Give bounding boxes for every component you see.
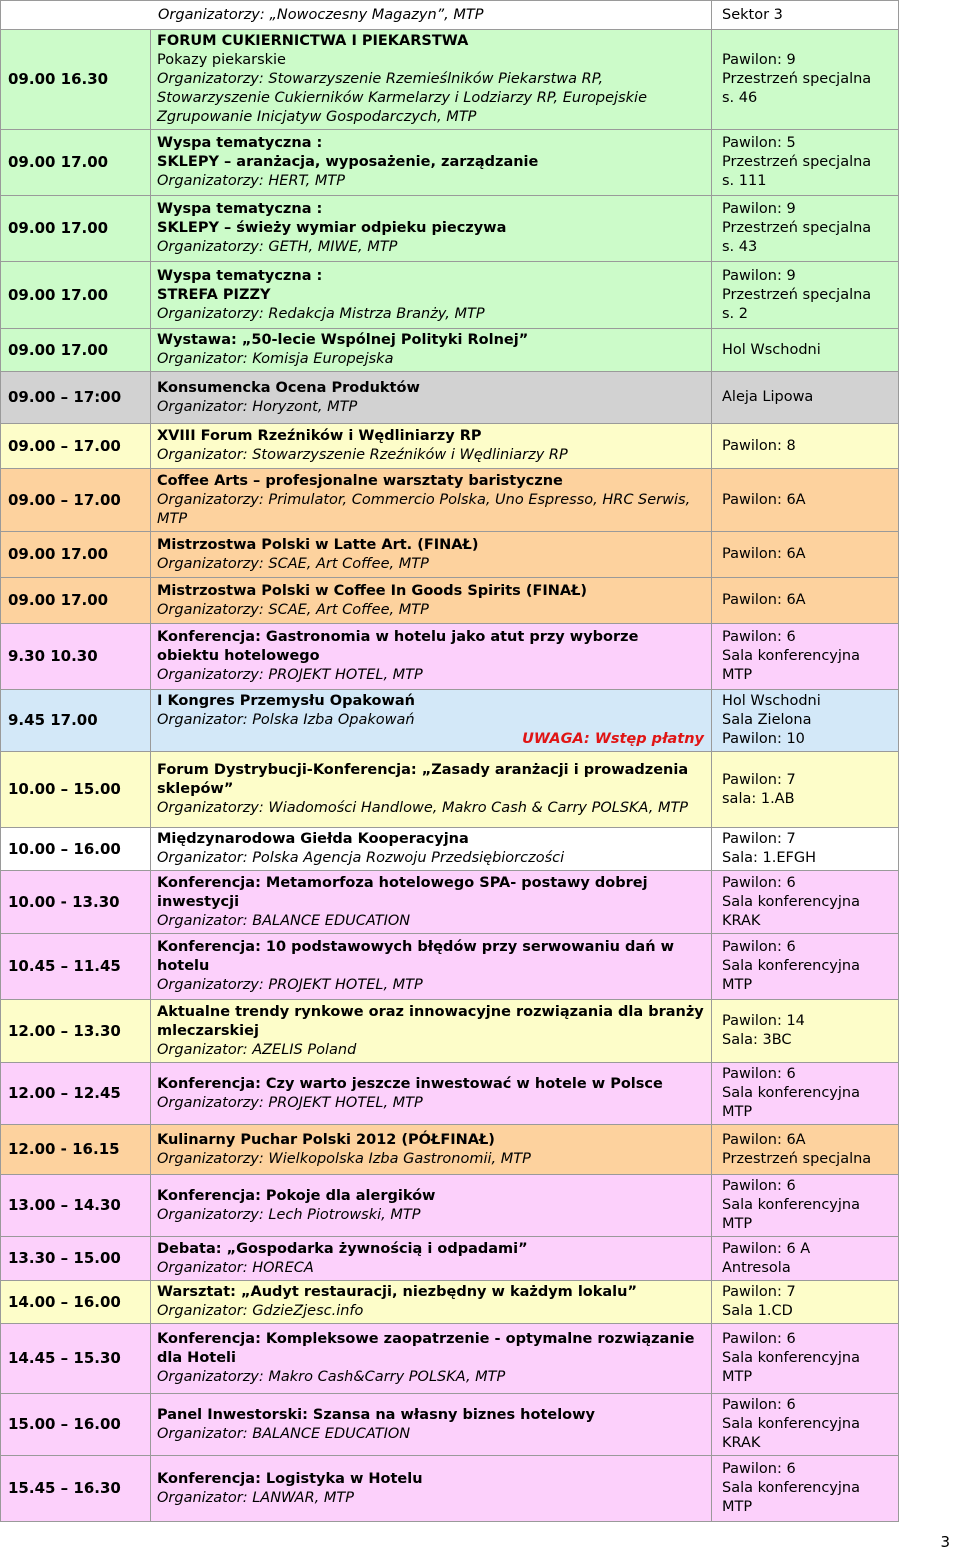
event-time: 09.00 16.30 bbox=[1, 30, 151, 130]
location-line: Pawilon: 7 bbox=[722, 1284, 796, 1300]
location-line: Sala konferencyjna bbox=[722, 1416, 860, 1432]
event-description bbox=[151, 1394, 712, 1456]
event-time: 12.00 – 13.30 bbox=[1, 1000, 151, 1063]
event-location bbox=[712, 1125, 899, 1175]
event-location bbox=[712, 828, 899, 871]
event-time: 09.00 17.00 bbox=[1, 532, 151, 578]
schedule-row bbox=[1, 1237, 899, 1281]
schedule-row bbox=[1, 1456, 899, 1522]
event-title: Międzynarodowa Giełda Kooperacyjna bbox=[157, 831, 469, 847]
event-location bbox=[712, 752, 899, 828]
header-row bbox=[1, 1, 899, 30]
location-line: Sala konferencyjna bbox=[722, 893, 860, 910]
event-description bbox=[151, 130, 712, 196]
event-organizer: Organizator: BALANCE EDUCATION bbox=[157, 912, 411, 929]
event-description bbox=[151, 624, 712, 690]
event-organizer: Organizator: Polska Agencja Rozwoju Przedsiębiorczości bbox=[157, 850, 565, 866]
event-time: 10.45 – 11.45 bbox=[1, 934, 151, 1000]
event-organizer: Organizator: Polska Izba Opakowań bbox=[157, 712, 415, 728]
location-line: Pawilon: 6 bbox=[722, 1331, 796, 1347]
event-organizer: Organizatorzy: PROJEKT HOTEL, MTP bbox=[157, 1094, 423, 1111]
event-description bbox=[151, 262, 712, 329]
event-time: 13.30 – 15.00 bbox=[1, 1237, 151, 1281]
location-line: Antresola bbox=[722, 1259, 791, 1276]
event-organizer: Organizatorzy: SCAE, Art Coffee, MTP bbox=[157, 601, 429, 618]
event-description bbox=[151, 1281, 712, 1324]
schedule-row bbox=[1, 624, 899, 690]
event-organizer: Organizatorzy: Wielkopolska Izba Gastronomii, MTP bbox=[157, 1150, 531, 1167]
location-line: MTP bbox=[722, 1216, 753, 1232]
event-time: 9.30 10.30 bbox=[1, 624, 151, 690]
location-line: Sala Zielona bbox=[722, 712, 812, 728]
event-time: 10.00 – 15.00 bbox=[1, 752, 151, 828]
event-title: Mistrzostwa Polski w Coffee In Goods Spirits (FINAŁ) bbox=[157, 582, 588, 599]
event-time: 09.00 – 17:00 bbox=[1, 372, 151, 424]
location-line: Pawilon: 6A bbox=[722, 592, 806, 608]
event-title: Aktualne trendy rynkowe oraz innowacyjne rozwiązania dla branży mleczarskiej bbox=[157, 1003, 704, 1039]
event-title: Wyspa tematyczna : bbox=[157, 267, 323, 284]
event-time: 12.00 - 16.15 bbox=[1, 1125, 151, 1175]
schedule-row bbox=[1, 828, 899, 871]
event-organizer: Organizatorzy: Primulator, Commercio Polska, Uno Espresso, HRC Serwis, MTP bbox=[157, 491, 691, 527]
location-line: s. 43 bbox=[722, 239, 758, 255]
schedule-row bbox=[1, 130, 899, 196]
event-time: 09.00 17.00 bbox=[1, 130, 151, 196]
event-organizer: Organizatorzy: Wiadomości Handlowe, Makro Cash & Carry POLSKA, MTP bbox=[157, 800, 689, 816]
location-line: Pawilon: 6 bbox=[722, 1397, 796, 1413]
event-location bbox=[712, 690, 899, 752]
event-location bbox=[712, 30, 899, 130]
page-number: 3 bbox=[940, 1533, 950, 1551]
event-description bbox=[151, 532, 712, 578]
event-organizer: Organizator: BALANCE EDUCATION bbox=[157, 1425, 411, 1442]
location-line: Pawilon: 6 bbox=[722, 629, 796, 645]
schedule-row bbox=[1, 1281, 899, 1324]
schedule-row bbox=[1, 578, 899, 624]
location-line: Pawilon: 14 bbox=[722, 1013, 805, 1029]
event-title: I Kongres Przemysłu Opakowań bbox=[157, 693, 415, 709]
schedule-row bbox=[1, 30, 899, 130]
event-location bbox=[712, 196, 899, 262]
location-line: Pawilon: 10 bbox=[722, 731, 805, 747]
event-title: Konferencja: Logistyka w Hotelu bbox=[157, 1470, 423, 1487]
event-title: Debata: „Gospodarka żywnością i odpadami” bbox=[157, 1240, 528, 1257]
event-location bbox=[712, 1237, 899, 1281]
event-time: 09.00 – 17.00 bbox=[1, 424, 151, 469]
event-organizer: Organizator: HORECA bbox=[157, 1259, 314, 1276]
event-title: Konferencja: Metamorfoza hotelowego SPA- postawy dobrej inwestycji bbox=[157, 874, 648, 910]
event-description bbox=[151, 329, 712, 372]
location-line: Pawilon: 6 bbox=[722, 1178, 796, 1194]
location-line: Pawilon: 6A bbox=[722, 546, 806, 562]
event-title: Wyspa tematyczna : bbox=[157, 201, 323, 217]
event-organizer: Organizator: Stowarzyszenie Rzeźników i Wędliniarzy RP bbox=[157, 447, 568, 463]
event-description bbox=[151, 1237, 712, 1281]
location-line: Hol Wschodni bbox=[722, 693, 821, 709]
event-organizer: Organizatorzy: PROJEKT HOTEL, MTP bbox=[157, 977, 423, 993]
location-line: Przestrzeń specjalna bbox=[722, 1150, 872, 1167]
schedule-row bbox=[1, 690, 899, 752]
event-organizer: Organizatorzy: HERT, MTP bbox=[157, 173, 345, 189]
location-line: Przestrzeń specjalna bbox=[722, 71, 872, 87]
event-location bbox=[712, 578, 899, 624]
location-line: Pawilon: 7 bbox=[722, 771, 796, 788]
location-line: s. 111 bbox=[722, 173, 767, 189]
event-organizer: Organizator: LANWAR, MTP bbox=[157, 1489, 354, 1506]
event-title: Coffee Arts – profesjonalne warsztaty baristyczne bbox=[157, 472, 563, 489]
event-description bbox=[151, 1175, 712, 1237]
event-location bbox=[712, 1175, 899, 1237]
event-location bbox=[712, 934, 899, 1000]
location-line: Przestrzeń specjalna bbox=[722, 154, 872, 170]
location-line: Sala: 1.EFGH bbox=[722, 850, 816, 866]
event-time: 09.00 17.00 bbox=[1, 196, 151, 262]
schedule-row bbox=[1, 1324, 899, 1394]
event-description bbox=[151, 1000, 712, 1063]
event-description bbox=[151, 828, 712, 871]
location-line: Pawilon: 6 bbox=[722, 1461, 796, 1477]
event-description bbox=[151, 30, 712, 130]
event-title: Konferencja: Gastronomia w hotelu jako atut przy wyborze obiektu hotelowego bbox=[157, 629, 639, 664]
event-description bbox=[151, 424, 712, 469]
event-time: 09.00 17.00 bbox=[1, 329, 151, 372]
location-line: MTP bbox=[722, 1104, 753, 1120]
event-location bbox=[712, 532, 899, 578]
location-line: Przestrzeń specjalna bbox=[722, 286, 872, 303]
event-location bbox=[712, 1456, 899, 1522]
location-line: Aleja Lipowa bbox=[722, 389, 814, 405]
paid-entry-warning: UWAGA: Wstęp płatny bbox=[522, 731, 704, 747]
event-time: 14.45 – 15.30 bbox=[1, 1324, 151, 1394]
event-time: 12.00 – 12.45 bbox=[1, 1063, 151, 1125]
event-title: Panel Inwestorski: Szansa na własny biznes hotelowy bbox=[157, 1406, 595, 1423]
location-line: KRAK bbox=[722, 1435, 761, 1451]
location-line: Przestrzeń specjalna bbox=[722, 220, 872, 236]
event-title: Konferencja: Kompleksowe zaopatrzenie - optymalne rozwiązanie dla Hoteli bbox=[157, 1331, 695, 1366]
schedule-row bbox=[1, 1125, 899, 1175]
event-title: Konsumencka Ocena Produktów bbox=[157, 379, 420, 396]
event-description bbox=[151, 690, 712, 752]
event-location bbox=[712, 1281, 899, 1324]
event-title: Konferencja: 10 podstawowych błędów przy serwowaniu dań w hotelu bbox=[157, 939, 674, 974]
schedule-row bbox=[1, 934, 899, 1000]
event-organizer: Organizatorzy: Makro Cash&Carry POLSKA, MTP bbox=[157, 1369, 506, 1385]
location-line: Sala konferencyjna bbox=[722, 648, 860, 664]
event-title: SKLEPY – świeży wymiar odpieku pieczywa bbox=[157, 220, 507, 236]
location-line: Pawilon: 6 bbox=[722, 874, 796, 891]
event-description bbox=[151, 469, 712, 532]
event-organizer: Organizator: Komisja Europejska bbox=[157, 351, 394, 367]
event-location bbox=[712, 329, 899, 372]
event-title: Konferencja: Pokoje dla alergików bbox=[157, 1187, 436, 1204]
event-location bbox=[712, 130, 899, 196]
event-time: 09.00 17.00 bbox=[1, 262, 151, 329]
location-line: MTP bbox=[722, 1499, 753, 1515]
event-organizer: Organizatorzy: Stowarzyszenie Rzemieślników Piekarstwa RP, Stowarzyszenie Cukierników Karmelarzy i Lodziarzy RP, Europejskie Zgrupowanie Inicjatyw Gospodarczych, MTP bbox=[157, 71, 647, 125]
schedule-row bbox=[1, 424, 899, 469]
location-line: Sala konferencyjna bbox=[722, 1085, 860, 1101]
schedule-row bbox=[1, 752, 899, 828]
event-time: 14.00 – 16.00 bbox=[1, 1281, 151, 1324]
event-description bbox=[151, 578, 712, 624]
location-line: s. 2 bbox=[722, 305, 748, 322]
event-organizer: Organizatorzy: Lech Piotrowski, MTP bbox=[157, 1206, 421, 1223]
schedule-row bbox=[1, 1394, 899, 1456]
event-title: Mistrzostwa Polski w Latte Art. (FINAŁ) bbox=[157, 536, 479, 553]
location-line: Pawilon: 6A bbox=[722, 491, 806, 508]
event-title: Wyspa tematyczna : bbox=[157, 135, 323, 151]
event-location bbox=[712, 424, 899, 469]
event-title: Konferencja: Czy warto jeszcze inwestować w hotele w Polsce bbox=[157, 1075, 663, 1092]
event-organizer: Organizator: Horyzont, MTP bbox=[157, 398, 358, 415]
schedule-row bbox=[1, 871, 899, 934]
schedule-row bbox=[1, 196, 899, 262]
event-description bbox=[151, 871, 712, 934]
event-title: Forum Dystrybucji-Konferencja: „Zasady aranżacji i prowadzenia sklepów” bbox=[157, 762, 689, 797]
location-line: Pawilon: 5 bbox=[722, 135, 796, 151]
event-time: 09.00 – 17.00 bbox=[1, 469, 151, 532]
event-title: Wystawa: „50-lecie Wspólnej Polityki Rolnej” bbox=[157, 332, 529, 348]
event-location bbox=[712, 1394, 899, 1456]
event-time: 10.00 - 13.30 bbox=[1, 871, 151, 934]
event-time: 9.45 17.00 bbox=[1, 690, 151, 752]
location-line: Pawilon: 9 bbox=[722, 52, 796, 68]
location-line: Pawilon: 8 bbox=[722, 437, 796, 454]
location-line: Pawilon: 6 bbox=[722, 939, 796, 955]
event-description bbox=[151, 196, 712, 262]
location-line: s. 46 bbox=[722, 90, 758, 106]
location-line: MTP bbox=[722, 977, 753, 993]
location-line: sala: 1.AB bbox=[722, 790, 795, 807]
event-description bbox=[151, 934, 712, 1000]
location-line: Sala konferencyjna bbox=[722, 1350, 860, 1366]
event-organizer: Organizator: AZELIS Poland bbox=[157, 1041, 357, 1058]
location-line: KRAK bbox=[722, 912, 761, 929]
location-line: Sala: 3BC bbox=[722, 1032, 792, 1048]
location-line: Pawilon: 7 bbox=[722, 831, 796, 847]
event-organizer: Organizatorzy: GETH, MIWE, MTP bbox=[157, 239, 398, 255]
schedule-row bbox=[1, 1000, 899, 1063]
event-location bbox=[712, 372, 899, 424]
location-line: Pawilon: 9 bbox=[722, 267, 796, 284]
event-time: 09.00 17.00 bbox=[1, 578, 151, 624]
location-line: Pawilon: 6 A bbox=[722, 1240, 811, 1257]
event-organizer: Organizatorzy: Redakcja Mistrza Branży, MTP bbox=[157, 305, 485, 322]
location-line: Hol Wschodni bbox=[722, 341, 821, 358]
event-location bbox=[712, 469, 899, 532]
event-location bbox=[712, 624, 899, 690]
location-line: MTP bbox=[722, 667, 753, 683]
schedule-row bbox=[1, 262, 899, 329]
location-line: Sala konferencyjna bbox=[722, 1197, 860, 1213]
schedule-row bbox=[1, 329, 899, 372]
location-line: Sala konferencyjna bbox=[722, 958, 860, 974]
event-location bbox=[712, 1324, 899, 1394]
event-organizer: Organizatorzy: SCAE, Art Coffee, MTP bbox=[157, 555, 429, 572]
event-description bbox=[151, 1324, 712, 1394]
event-title: STREFA PIZZY bbox=[157, 286, 271, 303]
event-subtitle: Pokazy piekarskie bbox=[157, 52, 286, 68]
location-line: Pawilon: 9 bbox=[722, 201, 796, 217]
event-location bbox=[712, 1063, 899, 1125]
event-organizer: Organizator: GdzieZjesc.info bbox=[157, 1303, 364, 1319]
event-time: 13.00 – 14.30 bbox=[1, 1175, 151, 1237]
event-organizer: Organizatorzy: PROJEKT HOTEL, MTP bbox=[157, 667, 423, 683]
schedule-row bbox=[1, 1175, 899, 1237]
event-description bbox=[151, 1063, 712, 1125]
event-description bbox=[151, 752, 712, 828]
schedule-row bbox=[1, 372, 899, 424]
event-title: Kulinarny Puchar Polski 2012 (PÓŁFINAŁ) bbox=[157, 1131, 495, 1148]
event-location bbox=[712, 1000, 899, 1063]
event-description bbox=[151, 372, 712, 424]
event-description bbox=[151, 1125, 712, 1175]
event-title: SKLEPY – aranżacja, wyposażenie, zarządzanie bbox=[157, 154, 539, 170]
event-location bbox=[712, 262, 899, 329]
event-title: Warsztat: „Audyt restauracji, niezbędny w każdym lokalu” bbox=[157, 1284, 638, 1300]
event-title: XVIII Forum Rzeźników i Wędliniarzy RP bbox=[157, 428, 482, 444]
location-line: Sala 1.CD bbox=[722, 1303, 793, 1319]
event-description bbox=[151, 1456, 712, 1522]
event-title: FORUM CUKIERNICTWA I PIEKARSTWA bbox=[157, 33, 469, 49]
location-line: Sala konferencyjna bbox=[722, 1480, 860, 1496]
event-location bbox=[712, 871, 899, 934]
schedule-row bbox=[1, 1063, 899, 1125]
event-time: 15.45 – 16.30 bbox=[1, 1456, 151, 1522]
header-organizers: Organizatorzy: „Nowoczesny Magazyn”, MTP bbox=[1, 1, 712, 30]
schedule-row bbox=[1, 532, 899, 578]
location-line: MTP bbox=[722, 1369, 753, 1385]
location-line: Pawilon: 6A bbox=[722, 1131, 806, 1148]
event-time: 10.00 – 16.00 bbox=[1, 828, 151, 871]
schedule-row bbox=[1, 469, 899, 532]
location-line: Pawilon: 6 bbox=[722, 1066, 796, 1082]
header-sector: Sektor 3 bbox=[712, 1, 899, 30]
event-time: 15.00 – 16.00 bbox=[1, 1394, 151, 1456]
